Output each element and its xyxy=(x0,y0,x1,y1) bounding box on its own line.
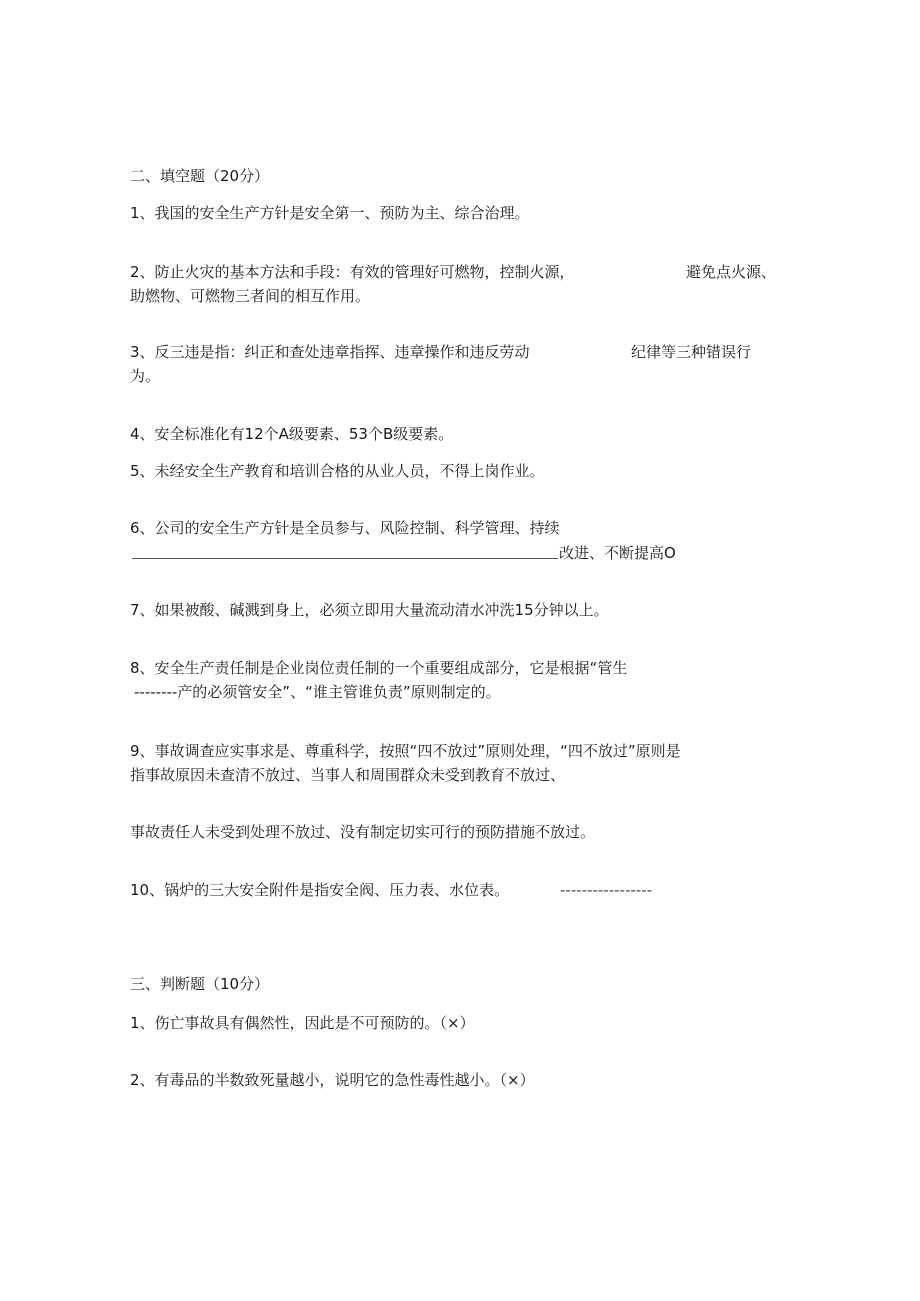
question-2-9-part2: 指事故原因未查清不放过、当事人和周围群众未受到教育不放过、 xyxy=(130,766,566,784)
question-2-3-part3: 为。 xyxy=(130,367,161,385)
question-2-7: 7、如果被酸、碱溅到身上，必须立即用大量流动清水冲洗15分钟以上。 xyxy=(130,601,609,619)
question-2-2-part1: 2、防止火灾的基本方法和手段：有效的管理好可燃物，控制火源， xyxy=(130,263,575,281)
question-2-8-part2: --------产的必须管安全”、“谁主管谁负责”原则制定的。 xyxy=(134,683,501,701)
answer-blank-dashes: ----------------- xyxy=(560,881,653,899)
question-2-5: 5、未经安全生产教育和培训合格的从业人员，不得上岗作业。 xyxy=(130,462,545,480)
question-2-2-part3: 助燃物、可燃物三者间的相互作用。 xyxy=(130,287,371,305)
question-2-6-part2: 改进、不断提高O xyxy=(559,544,676,562)
question-2-4: 4、安全标准化有12个A级要素、53个B级要素。 xyxy=(130,425,454,443)
question-3-2: 2、有毒品的半数致死量越小，说明它的急性毒性越小。（×） xyxy=(130,1071,535,1089)
question-2-3-part1: 3、反三违是指：纠正和查处违章指挥、违章操作和违反劳动 xyxy=(130,343,530,361)
section2-heading: 二、填空题（20分） xyxy=(130,167,270,185)
question-2-10-part1: 10、锅炉的三大安全附件是指安全阀、压力表、水位表。 xyxy=(130,881,510,899)
section3-heading: 三、判断题（10分） xyxy=(130,975,270,993)
question-2-1: 1、我国的安全生产方针是安全第一、预防为主、综合治理。 xyxy=(130,204,530,222)
question-2-3-part2: 纪律等三种错误行 xyxy=(631,343,752,361)
question-2-9-part3: 事故责任人未受到处理不放过、没有制定切实可行的预防措施不放过。 xyxy=(130,823,596,841)
blank-underline xyxy=(132,558,558,559)
question-3-1: 1、伤亡事故具有偶然性，因此是不可预防的。（×） xyxy=(130,1014,475,1032)
question-2-2-part2: 避免点火源、 xyxy=(686,263,777,281)
question-2-8-part1: 8、安全生产责任制是企业岗位责任制的一个重要组成部分，它是根据“管生 xyxy=(130,659,628,677)
question-2-6-part1: 6、公司的安全生产方针是全员参与、风险控制、科学管理、持续 xyxy=(130,519,560,537)
question-2-9-part1: 9、事故调查应实事求是、尊重科学，按照“四不放过”原则处理，“四不放过”原则是 xyxy=(130,742,681,760)
